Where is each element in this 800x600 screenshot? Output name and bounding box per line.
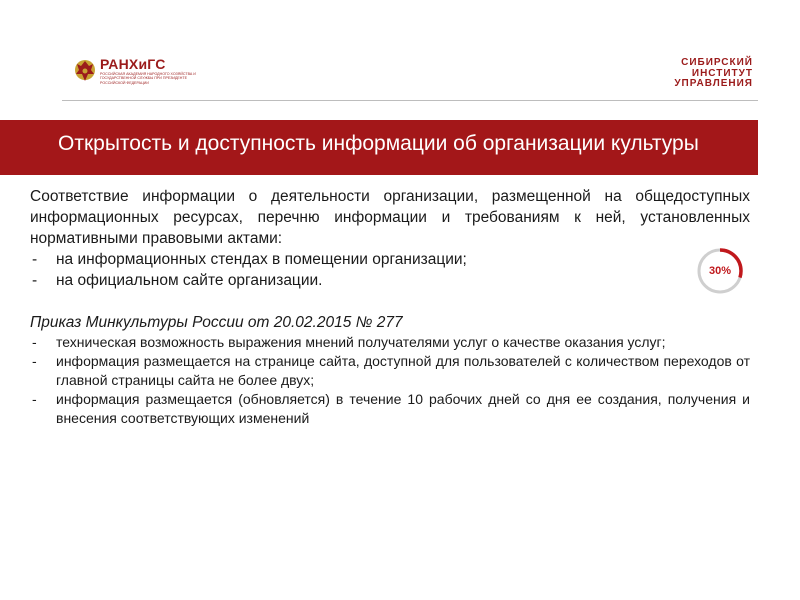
siu-logo-line: ИНСТИТУТ — [691, 67, 753, 79]
dash-bullet-icon: - — [32, 272, 38, 289]
list-item-text: на информационных стендах в помещении организации; — [56, 251, 467, 268]
requirements-list — [30, 333, 750, 428]
badge-label: 30% — [708, 265, 732, 277]
slide-title: Открытость и доступность информации об организации культуры — [58, 132, 699, 155]
eagle-emblem-icon — [74, 57, 96, 85]
list-item-text: техническая возможность выражения мнений получателями услуг о качестве оказания услуг; — [56, 334, 666, 350]
dash-bullet-icon: - — [32, 391, 37, 407]
header-divider — [62, 100, 758, 101]
title-bar — [0, 120, 758, 175]
list-item — [30, 270, 750, 291]
list-item-text: на официальном сайте организации. — [56, 272, 323, 289]
ranepa-logo — [74, 57, 198, 85]
list-item — [30, 333, 750, 352]
siu-logo-line: УПРАВЛЕНИЯ — [674, 78, 753, 89]
logo-subtitle: РОССИЙСКАЯ АКАДЕМИЯ НАРОДНОГО ХОЗЯЙСТВА И ГОСУДАРСТВЕННОЙ СЛУЖБЫ ПРИ ПРЕЗИДЕНТЕ РОССИЙСКОЙ ФЕДЕРАЦИИ — [100, 72, 196, 85]
dash-bullet-icon: - — [32, 353, 37, 369]
logo-name: РАНХиГС — [100, 56, 166, 72]
dash-bullet-icon: - — [32, 334, 37, 350]
order-title: Приказ Минкультуры России от 20.02.2015 № 277 — [30, 314, 403, 331]
list-item — [30, 352, 750, 390]
channel-list — [30, 249, 750, 291]
list-item-text: информация размещается на странице сайта, доступной для пользователей с количеством переходов от главной страницы сайта не более двух; — [56, 353, 750, 388]
siu-logo — [674, 58, 753, 90]
siu-logo-line: СИБИРСКИЙ — [681, 57, 753, 68]
dash-bullet-icon: - — [32, 251, 38, 268]
slide-content — [30, 186, 750, 428]
list-item-text: информация размещается (обновляется) в течение 10 рабочих дней со дня ее создания, получения и внесения соответствующих изменений — [56, 391, 750, 426]
list-item — [30, 390, 750, 428]
list-item — [30, 249, 750, 270]
intro-paragraph: Соответствие информации о деятельности организации, размещенной на общедоступных информационных ресурсах, перечню информации и требованиям к ней, установленных нормативными правовыми актами: — [30, 188, 750, 247]
